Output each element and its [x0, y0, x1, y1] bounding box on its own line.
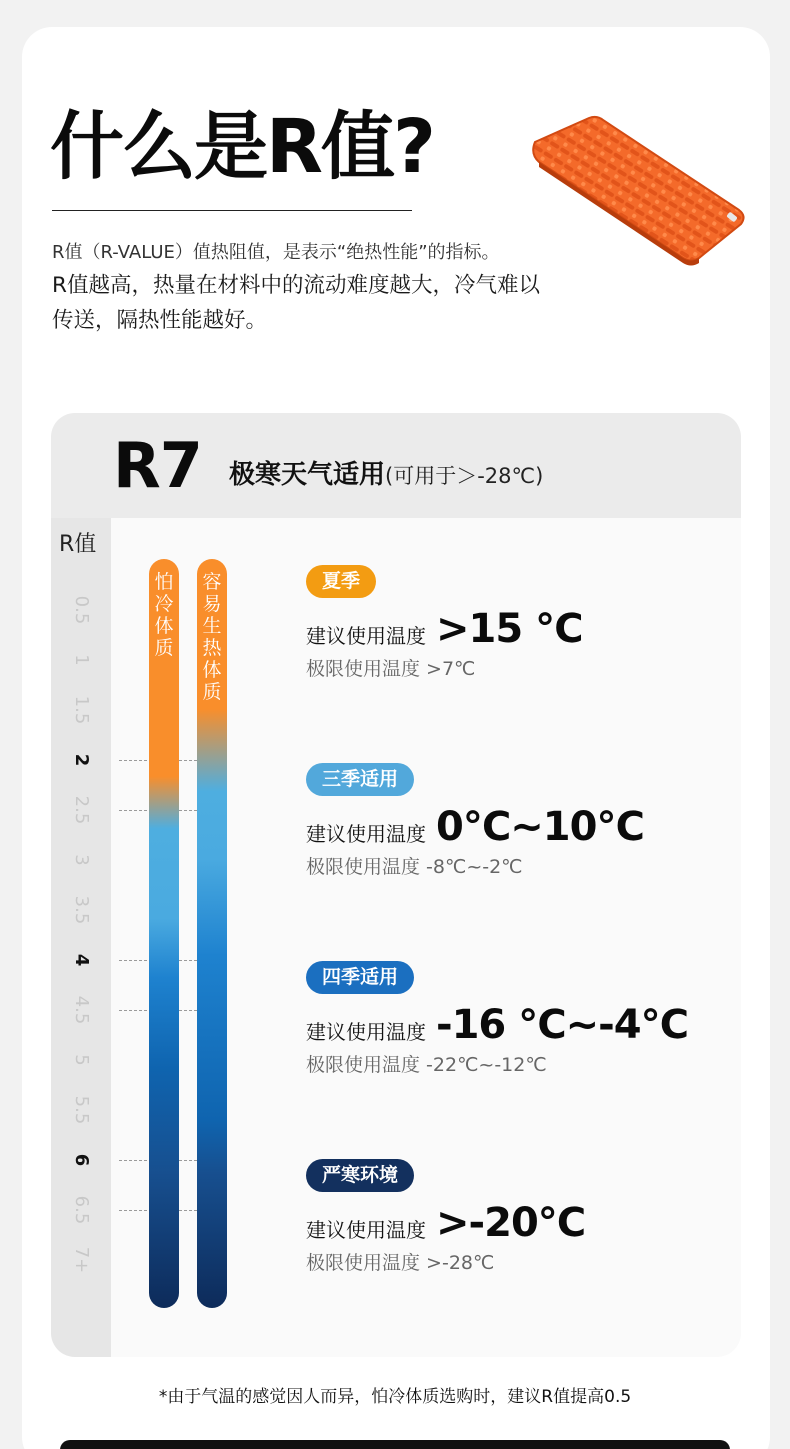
r-value-panel	[51, 413, 741, 1357]
page-title: 什么是R值?	[50, 104, 434, 190]
rating-range-text: (可用于＞-28℃)	[385, 464, 544, 488]
season-extreme-cold	[306, 1159, 726, 1275]
season-badge: 严寒环境	[306, 1159, 414, 1192]
sleeping-pad-image	[527, 110, 757, 280]
season-summer	[306, 565, 726, 681]
season-three-season	[306, 763, 726, 879]
intro-line-1: R值（R-VALUE）值热阻值，是表示“绝热性能”的指标。	[52, 242, 500, 263]
recommended-temp	[306, 804, 726, 850]
intro-line-2: R值越高，热量在材料中的流动难度越大，冷气难以	[52, 273, 540, 298]
limit-temp: 极限使用温度 -8℃~-2℃	[306, 856, 523, 878]
season-badge: 三季适用	[306, 763, 414, 796]
title-divider	[52, 210, 412, 211]
recommended-value: >15 ℃	[436, 606, 583, 652]
limit-temp: 极限使用温度 >7℃	[306, 658, 476, 680]
recommended-label: 建议使用温度	[306, 623, 426, 648]
footnote: *由于气温的感觉因人而异，怕冷体质选购时，建议R值提高0.5	[158, 1387, 632, 1407]
recommended-label: 建议使用温度	[306, 1019, 426, 1044]
recommended-label: 建议使用温度	[306, 821, 426, 846]
panel-header	[51, 413, 741, 518]
recommended-value: -16 ℃~-4℃	[436, 1002, 689, 1048]
season-four-season	[306, 961, 726, 1077]
rating-description	[229, 458, 543, 493]
intro-line-3: 传送，隔热性能越好。	[52, 308, 268, 333]
cold-body-gradient-bar	[149, 559, 179, 1308]
rating-label: R7	[113, 429, 202, 502]
recommended-value: >-20℃	[436, 1200, 586, 1246]
limit-temp: 极限使用温度 -22℃~-12℃	[306, 1054, 547, 1076]
cold-body-label: 怕 冷 体 质	[154, 571, 174, 659]
recommended-label: 建议使用温度	[306, 1217, 426, 1242]
recommended-temp	[306, 1200, 726, 1246]
season-badge: 夏季	[306, 565, 376, 598]
season-badge: 四季适用	[306, 961, 414, 994]
recommended-value: 0℃~10℃	[436, 804, 644, 850]
limit-temp: 极限使用温度 >-28℃	[306, 1252, 495, 1274]
recommended-temp	[306, 606, 726, 652]
warm-body-gradient-bar	[197, 559, 227, 1308]
recommended-temp	[306, 1002, 726, 1048]
r-value-axis: R值 0.5 1 1.5 2 2.5 3 3.5 4 4.5 5 5.5 6 6.5 7+	[51, 518, 111, 1357]
bottom-bar	[60, 1440, 730, 1449]
rating-desc-text: 极寒天气适用	[229, 460, 386, 490]
warm-body-label: 容 易 生 热 体 质	[202, 571, 222, 703]
axis-title: R值	[59, 532, 97, 557]
